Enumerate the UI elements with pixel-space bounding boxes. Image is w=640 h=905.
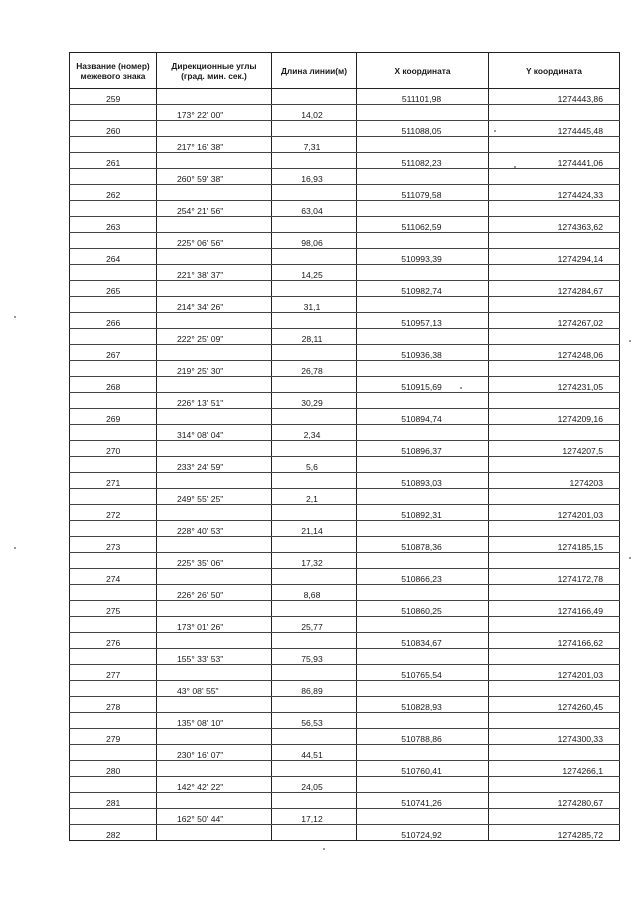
line-length: 21,14 <box>272 521 357 537</box>
directional-angle: 226° 13' 51" <box>157 393 272 409</box>
angle-cell-empty <box>157 537 272 553</box>
line-length: 31,1 <box>272 297 357 313</box>
x-cell-empty <box>357 393 489 409</box>
y-coordinate: 1274266,1 <box>489 761 620 777</box>
directional-angle: 225° 06' 56" <box>157 233 272 249</box>
table-row <box>70 249 620 265</box>
line-length: 44,51 <box>272 745 357 761</box>
point-number: 273 <box>70 537 157 553</box>
header-length: Длина линии(м) <box>272 53 357 89</box>
y-cell-empty <box>489 105 620 121</box>
length-cell-empty <box>272 761 357 777</box>
point-cell-empty <box>70 297 157 313</box>
directional-angle: 260° 59' 38" <box>157 169 272 185</box>
point-number: 270 <box>70 441 157 457</box>
line-length: 25,77 <box>272 617 357 633</box>
y-cell-empty <box>489 585 620 601</box>
x-cell-empty <box>357 201 489 217</box>
table-row <box>70 201 620 217</box>
x-coordinate: 510788,86 <box>357 729 489 745</box>
x-cell-empty <box>357 361 489 377</box>
table-row <box>70 761 620 777</box>
header-x: X координата <box>357 53 489 89</box>
x-cell-empty <box>357 681 489 697</box>
angle-cell-empty <box>157 825 272 841</box>
y-cell-empty <box>489 425 620 441</box>
table-row <box>70 585 620 601</box>
table-row <box>70 393 620 409</box>
y-coordinate: 1274294,14 <box>489 249 620 265</box>
y-cell-empty <box>489 649 620 665</box>
directional-angle: 228° 40' 53" <box>157 521 272 537</box>
length-cell-empty <box>272 729 357 745</box>
point-number: 279 <box>70 729 157 745</box>
table-row <box>70 793 620 809</box>
point-cell-empty <box>70 489 157 505</box>
point-number: 280 <box>70 761 157 777</box>
angle-cell-empty <box>157 121 272 137</box>
angle-cell-empty <box>157 729 272 745</box>
y-coordinate: 1274248,06 <box>489 345 620 361</box>
line-length: 28,11 <box>272 329 357 345</box>
y-coordinate: 1274203 <box>489 473 620 489</box>
scan-speck <box>323 848 325 850</box>
directional-angle: 249° 55' 25" <box>157 489 272 505</box>
directional-angle: 173° 22' 00" <box>157 105 272 121</box>
length-cell-empty <box>272 825 357 841</box>
y-cell-empty <box>489 745 620 761</box>
table-row <box>70 457 620 473</box>
y-cell-empty <box>489 393 620 409</box>
table-row <box>70 233 620 249</box>
y-coordinate: 1274280,67 <box>489 793 620 809</box>
y-coordinate: 1274166,49 <box>489 601 620 617</box>
coordinates-table <box>69 52 620 841</box>
y-cell-empty <box>489 809 620 825</box>
length-cell-empty <box>272 473 357 489</box>
point-cell-empty <box>70 393 157 409</box>
angle-cell-empty <box>157 761 272 777</box>
scan-speck <box>514 166 516 168</box>
line-length: 86,89 <box>272 681 357 697</box>
directional-angle: 214° 34' 26" <box>157 297 272 313</box>
length-cell-empty <box>272 153 357 169</box>
table-row <box>70 425 620 441</box>
x-cell-empty <box>357 425 489 441</box>
point-cell-empty <box>70 105 157 121</box>
point-number: 264 <box>70 249 157 265</box>
x-coordinate: 510982,74 <box>357 281 489 297</box>
y-cell-empty <box>489 265 620 281</box>
table-row <box>70 361 620 377</box>
length-cell-empty <box>272 569 357 585</box>
point-number: 281 <box>70 793 157 809</box>
point-cell-empty <box>70 553 157 569</box>
directional-angle: 314° 08' 04" <box>157 425 272 441</box>
table-row <box>70 553 620 569</box>
table-row <box>70 489 620 505</box>
table-row <box>70 297 620 313</box>
angle-cell-empty <box>157 793 272 809</box>
x-coordinate: 510893,03 <box>357 473 489 489</box>
directional-angle: 217° 16' 38" <box>157 137 272 153</box>
angle-cell-empty <box>157 153 272 169</box>
line-length: 24,05 <box>272 777 357 793</box>
y-cell-empty <box>489 553 620 569</box>
x-coordinate: 510878,36 <box>357 537 489 553</box>
directional-angle: 43° 08' 55" <box>157 681 272 697</box>
table-row <box>70 377 620 393</box>
y-coordinate: 1274363,62 <box>489 217 620 233</box>
angle-cell-empty <box>157 217 272 233</box>
line-length: 16,93 <box>272 169 357 185</box>
table-row <box>70 825 620 841</box>
point-cell-empty <box>70 777 157 793</box>
length-cell-empty <box>272 249 357 265</box>
table-row <box>70 713 620 729</box>
y-coordinate: 1274166,62 <box>489 633 620 649</box>
table-row <box>70 121 620 137</box>
y-coordinate: 1274300,33 <box>489 729 620 745</box>
scan-speck <box>460 387 462 389</box>
length-cell-empty <box>272 697 357 713</box>
table-row <box>70 441 620 457</box>
length-cell-empty <box>272 665 357 681</box>
line-length: 2,1 <box>272 489 357 505</box>
point-cell-empty <box>70 713 157 729</box>
x-coordinate: 510957,13 <box>357 313 489 329</box>
angle-cell-empty <box>157 281 272 297</box>
directional-angle: 222° 25' 09" <box>157 329 272 345</box>
point-number: 275 <box>70 601 157 617</box>
point-cell-empty <box>70 457 157 473</box>
y-cell-empty <box>489 777 620 793</box>
table-row <box>70 729 620 745</box>
table-row <box>70 105 620 121</box>
length-cell-empty <box>272 345 357 361</box>
y-coordinate: 1274424,33 <box>489 185 620 201</box>
angle-cell-empty <box>157 249 272 265</box>
y-cell-empty <box>489 297 620 313</box>
line-length: 98,06 <box>272 233 357 249</box>
x-cell-empty <box>357 457 489 473</box>
x-cell-empty <box>357 553 489 569</box>
y-cell-empty <box>489 489 620 505</box>
x-coordinate: 511082,23 <box>357 153 489 169</box>
angle-cell-empty <box>157 473 272 489</box>
angle-cell-empty <box>157 633 272 649</box>
y-coordinate: 1274445,48 <box>489 121 620 137</box>
x-cell-empty <box>357 105 489 121</box>
table-header-row <box>70 53 620 89</box>
y-cell-empty <box>489 617 620 633</box>
y-coordinate: 1274443,86 <box>489 89 620 105</box>
table-row <box>70 313 620 329</box>
point-cell-empty <box>70 585 157 601</box>
length-cell-empty <box>272 633 357 649</box>
point-number: 278 <box>70 697 157 713</box>
x-cell-empty <box>357 169 489 185</box>
x-coordinate: 511062,59 <box>357 217 489 233</box>
angle-cell-empty <box>157 441 272 457</box>
length-cell-empty <box>272 121 357 137</box>
y-cell-empty <box>489 169 620 185</box>
x-coordinate: 510896,37 <box>357 441 489 457</box>
point-number: 265 <box>70 281 157 297</box>
table-row <box>70 665 620 681</box>
x-cell-empty <box>357 585 489 601</box>
y-cell-empty <box>489 713 620 729</box>
x-coordinate: 510765,54 <box>357 665 489 681</box>
x-coordinate: 511088,05 <box>357 121 489 137</box>
length-cell-empty <box>272 281 357 297</box>
y-coordinate: 1274201,03 <box>489 505 620 521</box>
directional-angle: 142° 42' 22" <box>157 777 272 793</box>
directional-angle: 162° 50' 44" <box>157 809 272 825</box>
table-row <box>70 569 620 585</box>
line-length: 17,12 <box>272 809 357 825</box>
table-row <box>70 649 620 665</box>
table-row <box>70 617 620 633</box>
table-row <box>70 409 620 425</box>
y-cell-empty <box>489 201 620 217</box>
y-coordinate: 1274284,67 <box>489 281 620 297</box>
point-number: 271 <box>70 473 157 489</box>
length-cell-empty <box>272 537 357 553</box>
x-coordinate: 510892,31 <box>357 505 489 521</box>
point-number: 269 <box>70 409 157 425</box>
line-length: 30,29 <box>272 393 357 409</box>
y-coordinate: 1274260,45 <box>489 697 620 713</box>
length-cell-empty <box>272 377 357 393</box>
line-length: 5,6 <box>272 457 357 473</box>
angle-cell-empty <box>157 377 272 393</box>
angle-cell-empty <box>157 569 272 585</box>
x-cell-empty <box>357 265 489 281</box>
x-coordinate: 510993,39 <box>357 249 489 265</box>
header-angles: Дирекционные углы (град. мин. сек.) <box>157 53 272 89</box>
table-row <box>70 217 620 233</box>
x-cell-empty <box>357 233 489 249</box>
length-cell-empty <box>272 185 357 201</box>
x-cell-empty <box>357 521 489 537</box>
point-number: 272 <box>70 505 157 521</box>
point-number: 282 <box>70 825 157 841</box>
angle-cell-empty <box>157 505 272 521</box>
table-row <box>70 601 620 617</box>
x-coordinate: 510860,25 <box>357 601 489 617</box>
x-cell-empty <box>357 745 489 761</box>
x-cell-empty <box>357 489 489 505</box>
line-length: 2,34 <box>272 425 357 441</box>
table-row <box>70 89 620 105</box>
x-cell-empty <box>357 617 489 633</box>
point-cell-empty <box>70 745 157 761</box>
line-length: 14,02 <box>272 105 357 121</box>
point-number: 277 <box>70 665 157 681</box>
angle-cell-empty <box>157 185 272 201</box>
point-number: 276 <box>70 633 157 649</box>
point-number: 267 <box>70 345 157 361</box>
angle-cell-empty <box>157 89 272 105</box>
point-cell-empty <box>70 233 157 249</box>
point-cell-empty <box>70 169 157 185</box>
point-number: 260 <box>70 121 157 137</box>
point-cell-empty <box>70 649 157 665</box>
point-number: 262 <box>70 185 157 201</box>
directional-angle: 155° 33' 53" <box>157 649 272 665</box>
line-length: 63,04 <box>272 201 357 217</box>
point-cell-empty <box>70 201 157 217</box>
table-row <box>70 809 620 825</box>
y-cell-empty <box>489 521 620 537</box>
line-length: 17,32 <box>272 553 357 569</box>
x-coordinate: 510741,26 <box>357 793 489 809</box>
length-cell-empty <box>272 217 357 233</box>
x-coordinate: 510724,92 <box>357 825 489 841</box>
y-coordinate: 1274209,16 <box>489 409 620 425</box>
scan-speck <box>14 547 16 549</box>
length-cell-empty <box>272 409 357 425</box>
angle-cell-empty <box>157 697 272 713</box>
directional-angle: 135° 08' 10" <box>157 713 272 729</box>
y-cell-empty <box>489 361 620 377</box>
table-row <box>70 777 620 793</box>
x-coordinate: 510915,69 <box>357 377 489 393</box>
point-number: 263 <box>70 217 157 233</box>
length-cell-empty <box>272 89 357 105</box>
x-coordinate: 510828,93 <box>357 697 489 713</box>
y-coordinate: 1274185,15 <box>489 537 620 553</box>
x-cell-empty <box>357 137 489 153</box>
table-body <box>70 89 620 841</box>
y-coordinate: 1274285,72 <box>489 825 620 841</box>
table-row <box>70 281 620 297</box>
point-cell-empty <box>70 265 157 281</box>
table-row <box>70 265 620 281</box>
header-y: Y координата <box>489 53 620 89</box>
x-coordinate: 510936,38 <box>357 345 489 361</box>
scan-speck <box>629 557 631 559</box>
directional-angle: 254° 21' 56" <box>157 201 272 217</box>
table-row <box>70 153 620 169</box>
y-coordinate: 1274231,05 <box>489 377 620 393</box>
point-cell-empty <box>70 329 157 345</box>
y-coordinate: 1274441,06 <box>489 153 620 169</box>
directional-angle: 221° 38' 37" <box>157 265 272 281</box>
y-cell-empty <box>489 681 620 697</box>
point-cell-empty <box>70 809 157 825</box>
length-cell-empty <box>272 505 357 521</box>
line-length: 75,93 <box>272 649 357 665</box>
x-coordinate: 510834,67 <box>357 633 489 649</box>
table-row <box>70 169 620 185</box>
x-coordinate: 510866,23 <box>357 569 489 585</box>
directional-angle: 233° 24' 59" <box>157 457 272 473</box>
x-cell-empty <box>357 649 489 665</box>
y-cell-empty <box>489 137 620 153</box>
y-coordinate: 1274172,78 <box>489 569 620 585</box>
directional-angle: 230° 16' 07" <box>157 745 272 761</box>
point-cell-empty <box>70 617 157 633</box>
y-coordinate: 1274207,5 <box>489 441 620 457</box>
point-cell-empty <box>70 361 157 377</box>
table-row <box>70 329 620 345</box>
table-row <box>70 137 620 153</box>
point-number: 268 <box>70 377 157 393</box>
x-coordinate: 511101,98 <box>357 89 489 105</box>
angle-cell-empty <box>157 345 272 361</box>
point-number: 259 <box>70 89 157 105</box>
x-cell-empty <box>357 297 489 313</box>
line-length: 7,31 <box>272 137 357 153</box>
point-number: 266 <box>70 313 157 329</box>
line-length: 56,53 <box>272 713 357 729</box>
x-cell-empty <box>357 809 489 825</box>
point-number: 261 <box>70 153 157 169</box>
table-row <box>70 697 620 713</box>
x-cell-empty <box>357 713 489 729</box>
angle-cell-empty <box>157 313 272 329</box>
scan-speck <box>494 130 496 132</box>
length-cell-empty <box>272 601 357 617</box>
x-coordinate: 510894,74 <box>357 409 489 425</box>
line-length: 14,25 <box>272 265 357 281</box>
angle-cell-empty <box>157 665 272 681</box>
directional-angle: 219° 25' 30" <box>157 361 272 377</box>
angle-cell-empty <box>157 409 272 425</box>
scan-speck <box>629 340 631 342</box>
directional-angle: 173° 01' 26" <box>157 617 272 633</box>
table-row <box>70 537 620 553</box>
table-row <box>70 505 620 521</box>
table-row <box>70 681 620 697</box>
directional-angle: 225° 35' 06" <box>157 553 272 569</box>
point-cell-empty <box>70 137 157 153</box>
y-coordinate: 1274201,03 <box>489 665 620 681</box>
point-cell-empty <box>70 425 157 441</box>
table-row <box>70 345 620 361</box>
table-row <box>70 745 620 761</box>
point-cell-empty <box>70 521 157 537</box>
x-cell-empty <box>357 329 489 345</box>
y-cell-empty <box>489 329 620 345</box>
x-coordinate: 510760,41 <box>357 761 489 777</box>
table-row <box>70 185 620 201</box>
x-coordinate: 511079,58 <box>357 185 489 201</box>
line-length: 8,68 <box>272 585 357 601</box>
line-length: 26,78 <box>272 361 357 377</box>
table-row <box>70 473 620 489</box>
directional-angle: 226° 26' 50" <box>157 585 272 601</box>
length-cell-empty <box>272 313 357 329</box>
scan-speck <box>14 316 16 318</box>
x-cell-empty <box>357 777 489 793</box>
point-number: 274 <box>70 569 157 585</box>
length-cell-empty <box>272 441 357 457</box>
y-cell-empty <box>489 233 620 249</box>
angle-cell-empty <box>157 601 272 617</box>
table-row <box>70 521 620 537</box>
header-name: Название (номер) межевого знака <box>70 53 157 89</box>
y-coordinate: 1274267,02 <box>489 313 620 329</box>
y-cell-empty <box>489 457 620 473</box>
table-row <box>70 633 620 649</box>
length-cell-empty <box>272 793 357 809</box>
point-cell-empty <box>70 681 157 697</box>
